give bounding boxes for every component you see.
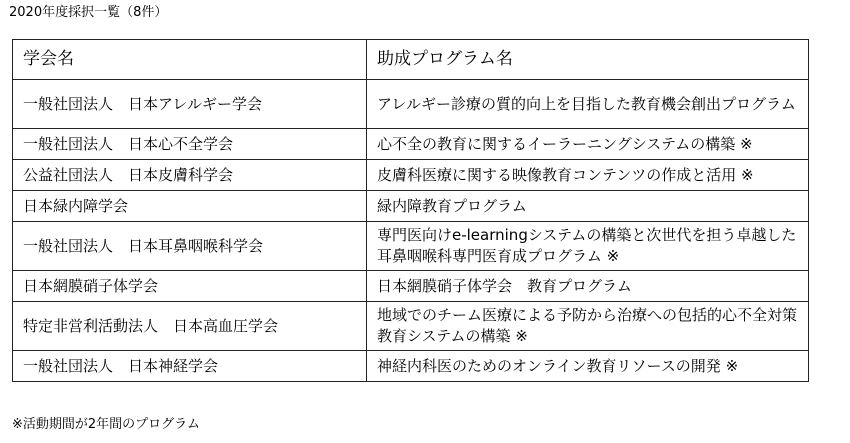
table-row	[13, 271, 809, 302]
society-cell: 一般社団法人 日本心不全学会	[13, 129, 367, 160]
table-caption: 2020年度採択一覧（8件）	[9, 5, 168, 20]
society-cell: 特定非営利活動法人 日本高血圧学会	[13, 302, 367, 351]
header-society: 学会名	[13, 40, 367, 80]
footnote: ※活動期間が2年間のプログラム	[12, 417, 201, 432]
program-cell: 心不全の教育に関するイーラーニングシステムの構築 ※	[367, 129, 809, 160]
society-cell: 日本緑内障学会	[13, 191, 367, 222]
program-cell: 専門医向けe-learningシステムの構築と次世代を担う卓越した耳鼻咽喉科専門医育成プログラム ※	[367, 222, 809, 271]
society-cell: 一般社団法人 日本アレルギー学会	[13, 80, 367, 129]
header-program: 助成プログラム名	[367, 40, 809, 80]
program-cell: 神経内科医のためのオンライン教育リソースの開発 ※	[367, 351, 809, 382]
society-cell: 日本網膜硝子体学会	[13, 271, 367, 302]
society-cell: 一般社団法人 日本神経学会	[13, 351, 367, 382]
table-row	[13, 351, 809, 382]
table-row	[13, 222, 809, 271]
table-row	[13, 191, 809, 222]
society-cell: 公益社団法人 日本皮膚科学会	[13, 160, 367, 191]
table-row	[13, 160, 809, 191]
table-row	[13, 129, 809, 160]
program-cell: アレルギー診療の質的向上を目指した教育機会創出プログラム	[367, 80, 809, 129]
society-cell: 一般社団法人 日本耳鼻咽喉科学会	[13, 222, 367, 271]
program-cell: 皮膚科医療に関する映像教育コンテンツの作成と活用 ※	[367, 160, 809, 191]
program-cell: 地域でのチーム医療による予防から治療への包括的心不全対策教育システムの構築 ※	[367, 302, 809, 351]
program-cell: 日本網膜硝子体学会 教育プログラム	[367, 271, 809, 302]
table-row	[13, 80, 809, 129]
program-cell: 緑内障教育プログラム	[367, 191, 809, 222]
table-header-row	[13, 40, 809, 80]
table-row	[13, 302, 809, 351]
grant-table	[12, 39, 809, 382]
